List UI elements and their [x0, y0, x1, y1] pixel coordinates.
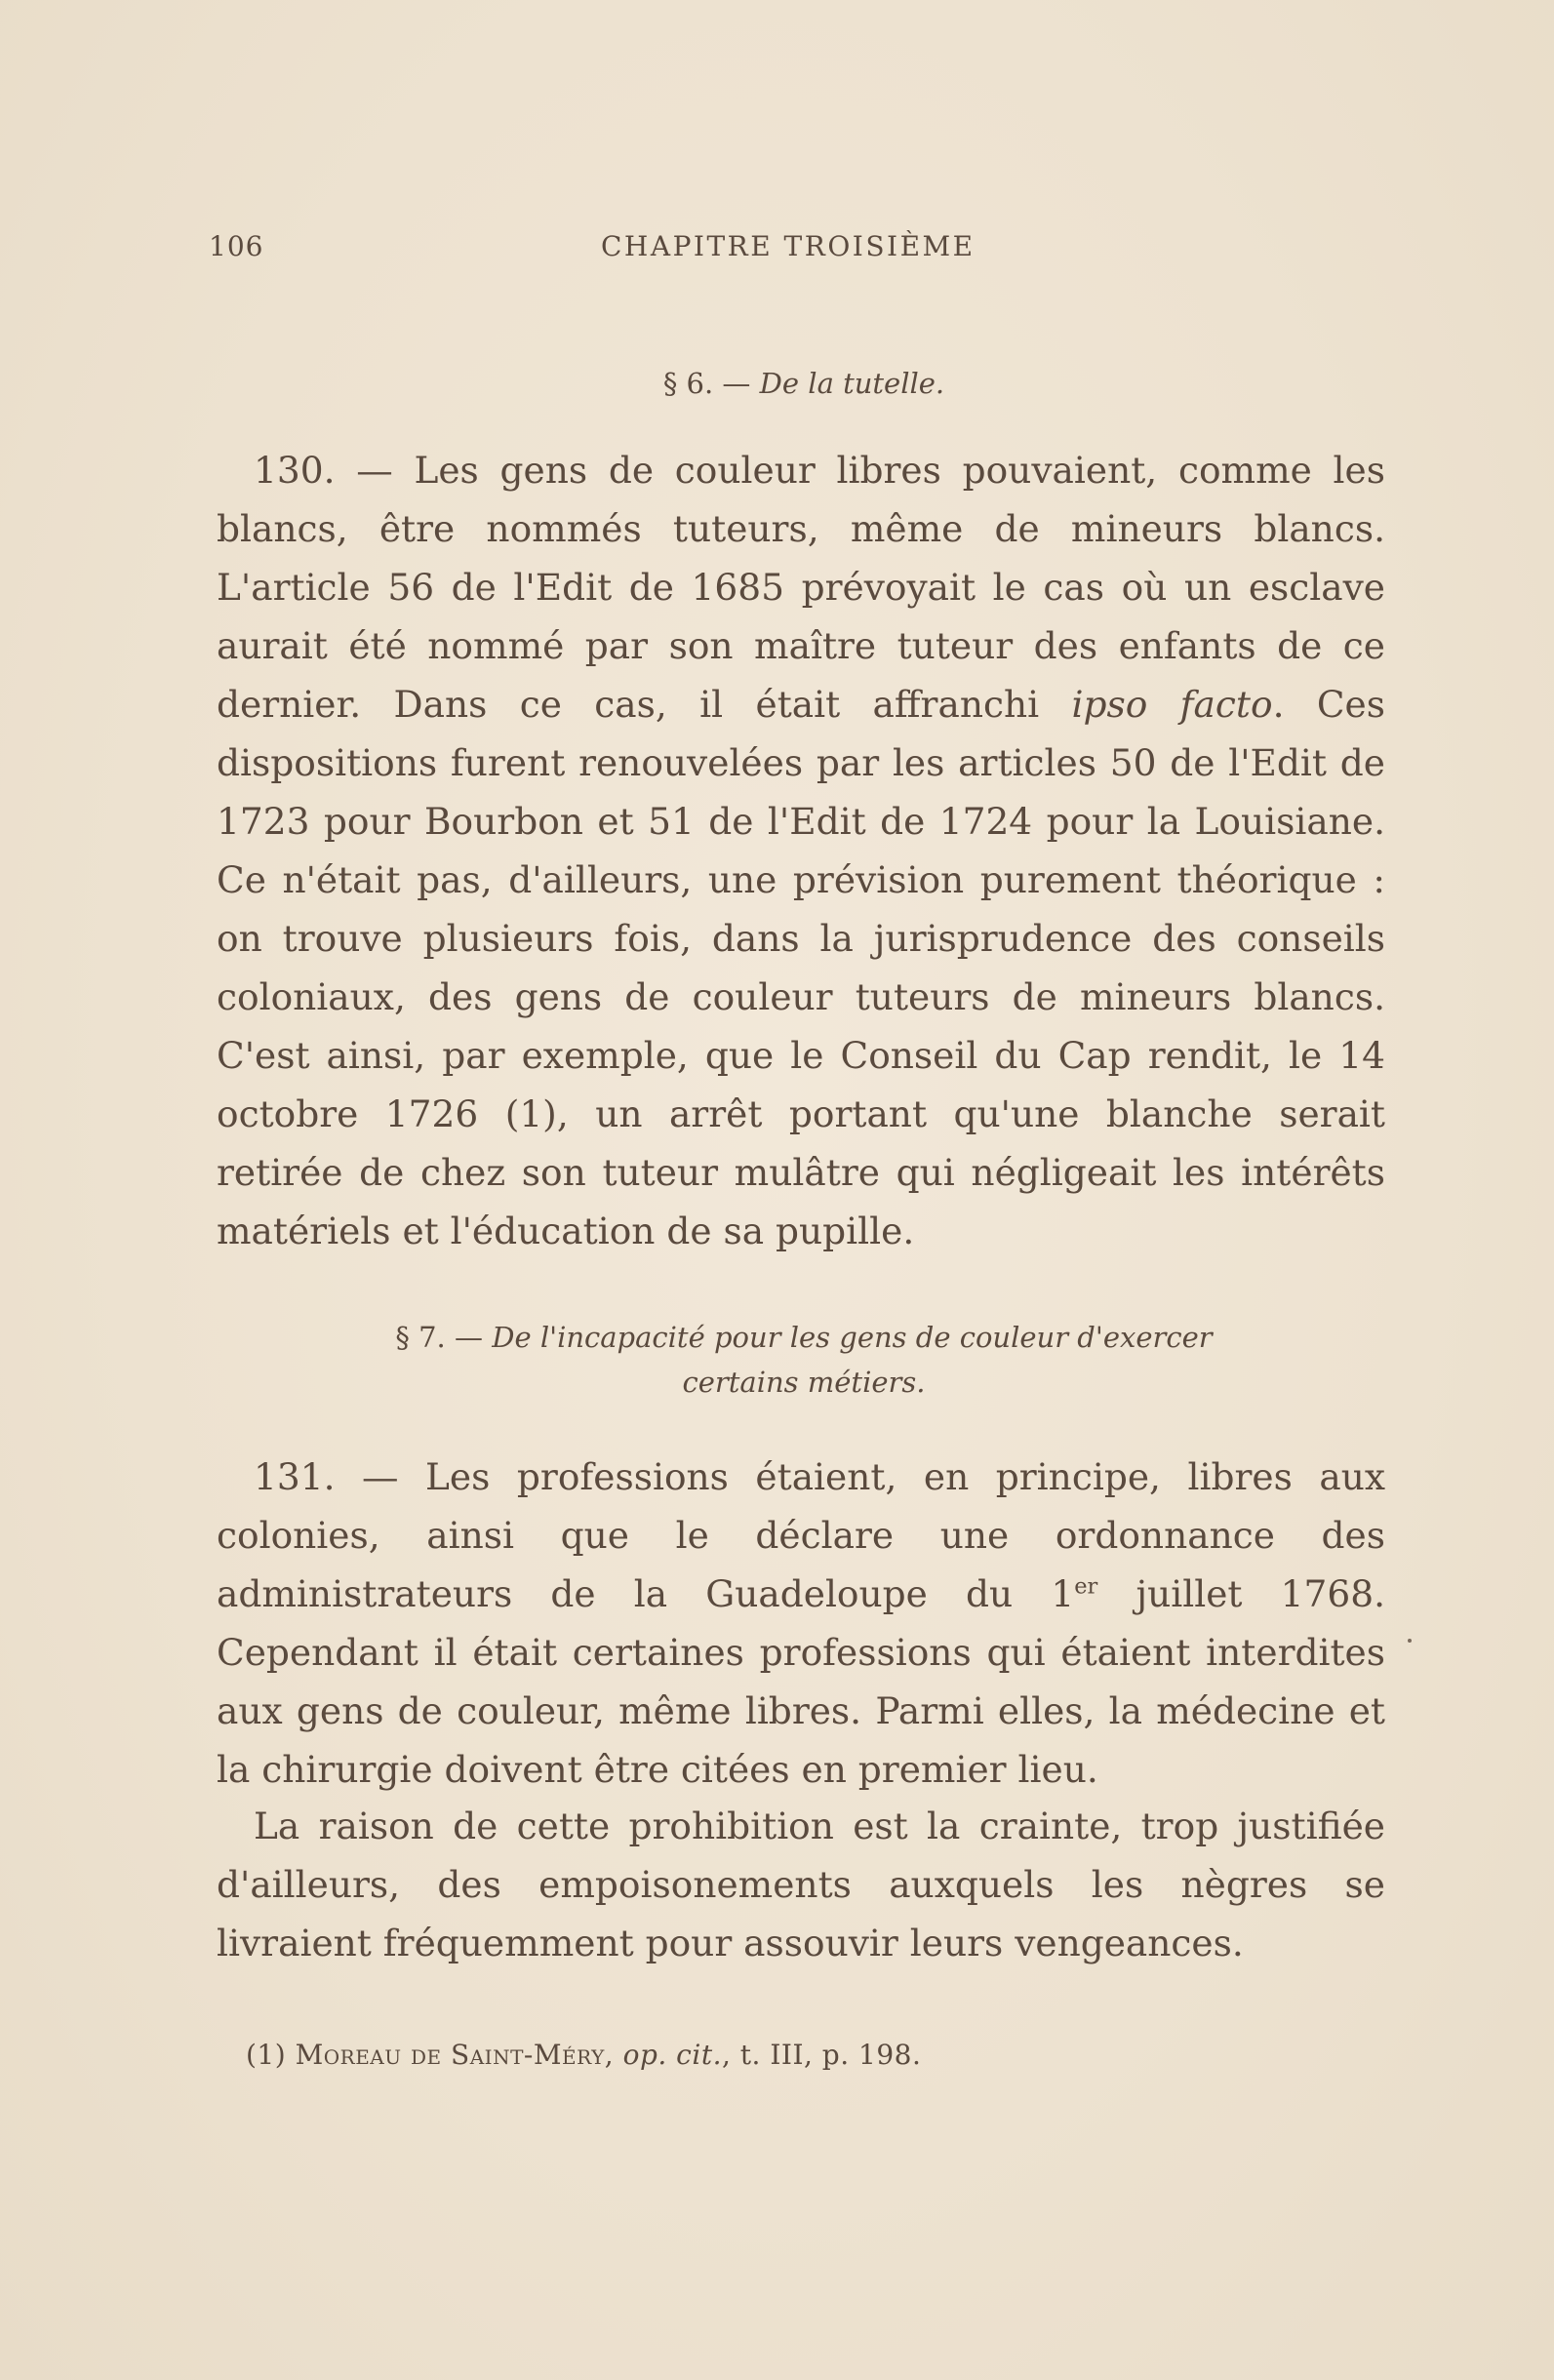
section-6-heading: [209, 367, 1399, 400]
footnote-marker: (1): [246, 2039, 287, 2071]
paragraph-131-superscript: er: [1074, 1573, 1098, 1600]
footnote-work: op. cit.: [622, 2039, 722, 2071]
section-7-line-1: [209, 1315, 1399, 1360]
paragraph-130: [217, 441, 1385, 1260]
paragraph-131-continuation: La raison de cette prohibition est la crainte, trop justifiée d'ailleurs, des empoisonements auxquels les nègres se livraient fréquemment pour assouvir leurs vengeances.: [217, 1805, 1385, 1964]
paragraph-130-text-a: 130. — Les gens de couleur libres pouvaient, comme les blancs, être nommés tuteurs, même de mineurs blancs. L'article 56 de l'Edit de 1685 prévoyait le cas où un esclave aurait été nommé par son maître tuteur des enfants de ce dernier. Dans ce cas, il était affranchi: [217, 449, 1385, 726]
paragraph-131: [217, 1448, 1385, 1799]
footnote-reference: , t. III, p. 198.: [721, 2039, 922, 2071]
footnote-author: Moreau de Saint-Méry: [295, 2039, 605, 2071]
section-7-heading: [209, 1315, 1399, 1405]
footnote: (1) Moreau de Saint-Méry, op. cit., t. III, p. 198.: [246, 2039, 922, 2071]
ink-speck: [1408, 1639, 1412, 1643]
paragraph-130-text-b: . Ces dispositions furent renouvelées par les articles 50 de l'Edit de 1723 pour Bourbon et 51 de l'Edit de 1724 pour la Louisiane. Ce n'était pas, d'ailleurs, une prévision purement théorique : on trouve plusieurs fois, dans la jurisprudence des conseils coloniaux, des gens de couleur tuteurs de mineurs blancs. C'est ainsi, par exemple, que le Conseil du Cap rendit, le 14 octobre 1726 (1), un arrêt portant qu'une blanche serait retirée de chez son tuteur mulâtre qui négligeait les intérêts matériels et l'éducation de sa pupille.: [217, 683, 1385, 1252]
section-7-title-line-2: certains métiers.: [682, 1366, 926, 1399]
section-7-title-line-1: De l'incapacité pour les gens de couleur d'exercer: [492, 1321, 1213, 1354]
paragraph-130-italic: ipso facto: [1071, 683, 1273, 726]
page-number: 106: [209, 230, 264, 262]
running-head: [209, 230, 1399, 269]
section-6-number: § 6. —: [662, 367, 751, 400]
section-6-title: De la tutelle.: [759, 367, 945, 400]
chapter-title: CHAPITRE TROISIÈME: [601, 230, 976, 262]
paragraph-131-text-b: juillet 1768. Cependant il était certaines professions qui étaient interdites aux gens de couleur, même libres. Parmi elles, la médecine et la chirurgie doivent être citées en premier lieu.: [217, 1572, 1385, 1791]
section-7-number: § 7. —: [395, 1321, 483, 1354]
paragraph-131-text-a: 131. — Les professions étaient, en principe, libres aux colonies, ainsi que le déclare une ordonnance des administrateurs de la Guadeloupe du 1: [217, 1455, 1385, 1615]
